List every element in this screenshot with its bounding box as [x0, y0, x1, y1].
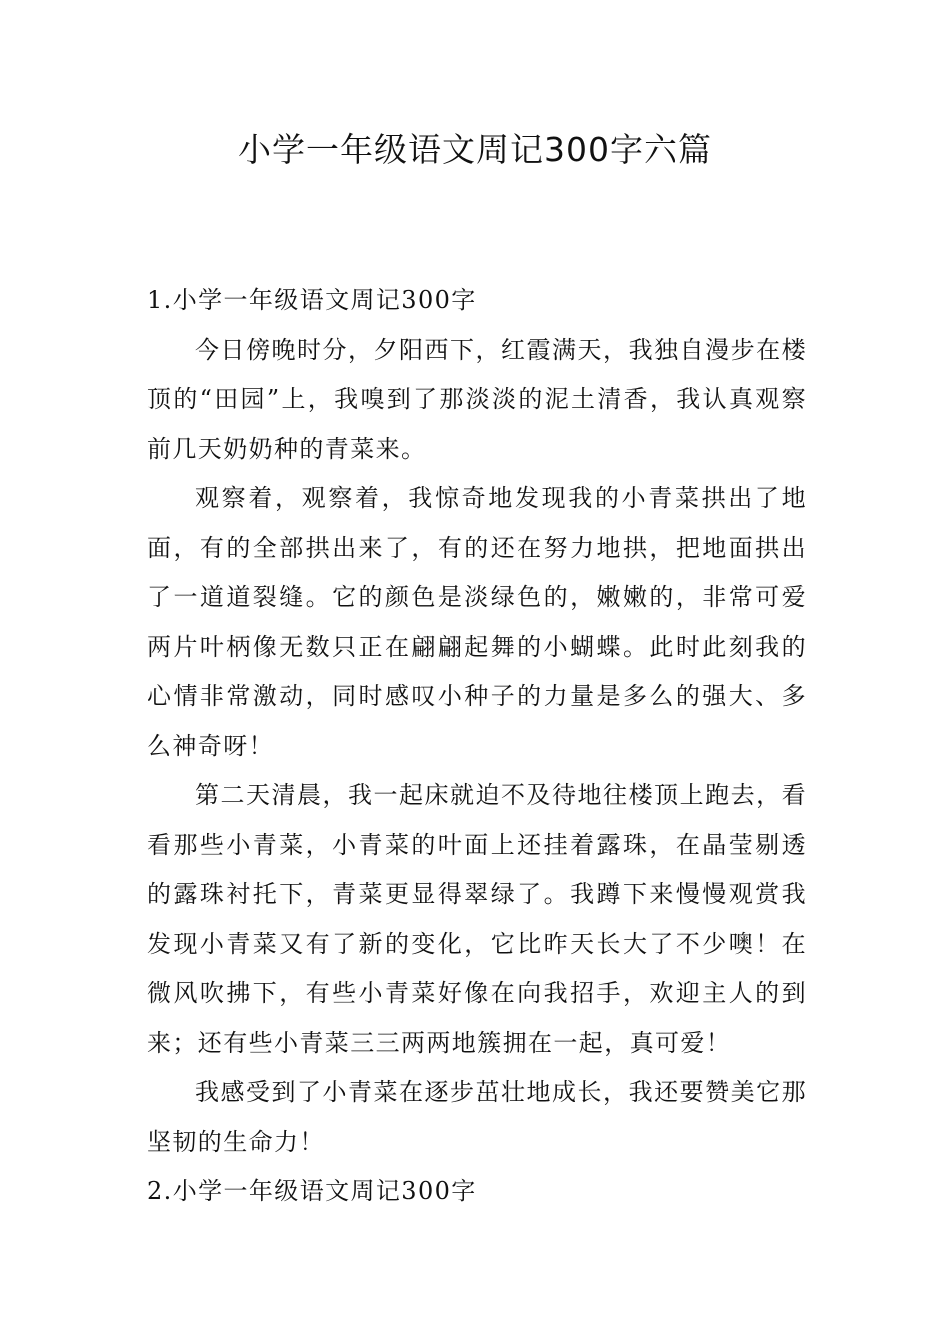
- document-body: [147, 276, 807, 1217]
- document-title: 小学一年级语文周记300字六篇: [238, 130, 712, 169]
- paragraph: 今日傍晚时分，夕阳西下，红霞满天，我独自漫步在楼顶的“田园”上，我嗅到了那淡淡的泥土清香，我认真观察前几天奶奶种的青菜来。: [147, 335, 807, 463]
- paragraph: 我感受到了小青菜在逐步茁壮地成长，我还要赞美它那坚韧的生命力！: [147, 1078, 807, 1156]
- section-heading: 1.小学一年级语文周记300字: [147, 286, 477, 314]
- paragraph: 观察着，观察着，我惊奇地发现我的小青菜拱出了地面，有的全部拱出来了，有的还在努力地拱，把地面拱出了一道道裂缝。它的颜色是淡绿色的，嫩嫩的，非常可爱两片叶柄像无数只正在翩翩起舞的小蝴蝶。此时此刻我的心情非常激动，同时感叹小种子的力量是多么的强大、多么神奇呀！: [147, 484, 807, 760]
- section-heading: 2.小学一年级语文周记300字: [147, 1177, 477, 1205]
- paragraph: 第二天清晨，我一起床就迫不及待地往楼顶上跑去，看看那些小青菜，小青菜的叶面上还挂着露珠，在晶莹剔透的露珠衬托下，青菜更显得翠绿了。我蹲下来慢慢观赏我发现小青菜又有了新的变化，它比昨天长大了不少噢！在微风吹拂下，有些小青菜好像在向我招手，欢迎主人的到来；还有些小青菜三三两两地簇拥在一起，真可爱！: [147, 781, 807, 1057]
